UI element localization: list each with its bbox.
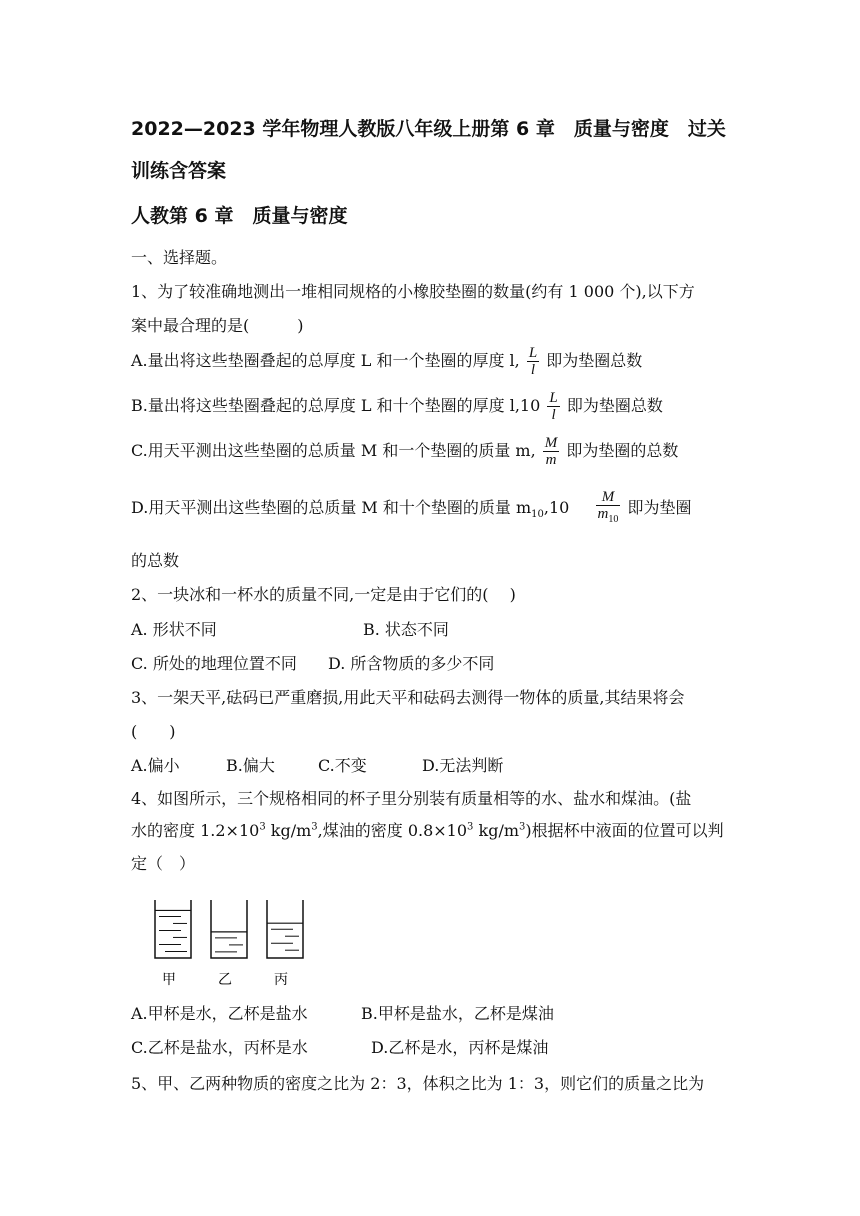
q4-stem-line1: 4、如图所示，三个规格相同的杯子里分别装有质量相等的水、盐水和煤油。(盐 (131, 789, 692, 808)
q3-option-b: B.偏大 (226, 756, 275, 775)
fraction-denominator-subscript: 10 (608, 514, 619, 525)
cups-figure (150, 898, 320, 990)
fraction-numerator: L (549, 390, 558, 406)
q4-option-c: C.乙杯是盐水，丙杯是水 (131, 1038, 308, 1057)
q1-option-d (131, 486, 692, 530)
q3-stem-line1: 3、一架天平,砝码已严重磨损,用此天平和砝码去测得一物体的质量,其结果将会 (131, 688, 685, 707)
cup-label: 乙 (218, 972, 232, 988)
q4-sup-4: 3 (519, 821, 526, 833)
cup-outline (155, 900, 191, 958)
q1-option-c-pre: C.用天平测出这些垫圈的总质量 M 和一个垫圈的质量 m, (131, 441, 536, 460)
q4-option-a: A.甲杯是水，乙杯是盐水 (131, 1004, 308, 1023)
q1-stem-line2: 案中最合理的是( ) (131, 316, 304, 335)
q4-stem-line3: 定（ ） (131, 854, 196, 873)
q1-option-d-mid: ,10 (543, 498, 570, 517)
fraction-denominator-text: m (597, 506, 609, 522)
fraction-denominator: l (530, 362, 536, 378)
q1-option-b (131, 386, 663, 426)
doc-title-line2: 训练含答案 (131, 160, 227, 182)
q1-option-a-pre: A.量出将这些垫圈叠起的总厚度 L 和一个垫圈的厚度 l, (131, 351, 520, 370)
q1-option-a-post: 即为垫圈总数 (546, 351, 643, 370)
cup-2 (211, 900, 247, 988)
q4-stem-line2 (131, 820, 724, 842)
q3-stem-line2: ( ) (131, 722, 176, 741)
q3-option-a: A.偏小 (131, 756, 180, 775)
q1-option-b-fraction (547, 390, 559, 423)
q1-option-d-line2: 的总数 (131, 551, 180, 570)
q4-option-d: D.乙杯是水，丙杯是煤油 (371, 1038, 549, 1057)
q4-sup-3: 3 (467, 821, 474, 833)
q3-option-d: D.无法判断 (422, 756, 504, 775)
cup-1 (155, 900, 191, 988)
q1-option-b-pre: B.量出将这些垫圈叠起的总厚度 L 和十个垫圈的厚度 l,10 (131, 396, 541, 415)
cup-label: 丙 (274, 972, 288, 988)
chapter-heading: 人教第 6 章 质量与密度 (131, 205, 348, 227)
cup-outline (211, 900, 247, 958)
q1-option-d-fraction (596, 489, 621, 528)
q4-sup-2: 3 (311, 821, 318, 833)
q1-option-d-post: 即为垫圈 (627, 498, 692, 517)
q4-stem-seg-a: 水的密度 1.2×10 (131, 821, 260, 840)
q2-option-c: C. 所处的地理位置不同 (131, 654, 297, 673)
q4-stem-seg-c: ,煤油的密度 0.8×10 (317, 821, 468, 840)
q4-stem-seg-b: kg/m (265, 821, 312, 840)
q3-option-c: C.不变 (318, 756, 367, 775)
q1-option-a-fraction (527, 345, 539, 378)
q1-option-a (131, 341, 642, 381)
q4-stem-seg-e: )根据杯中液面的位置可以判 (525, 821, 724, 840)
fraction-numerator: L (528, 345, 538, 361)
q1-option-d-pre: D.用天平测出这些垫圈的总质量 M 和十个垫圈的质量 m (131, 498, 532, 517)
q2-stem: 2、一块冰和一杯水的质量不同,一定是由于它们的( ) (131, 585, 516, 604)
q4-option-b: B.甲杯是盐水，乙杯是煤油 (361, 1004, 554, 1023)
fraction-numerator: M (596, 489, 621, 506)
fraction-numerator: M (544, 435, 558, 451)
doc-title-line1: 2022—2023 学年物理人教版八年级上册第 6 章 质量与密度 过关 (131, 118, 726, 140)
q1-option-d-subscript: 10 (531, 509, 544, 521)
q4-sup-1: 3 (259, 821, 266, 833)
q1-option-b-post: 即为垫圈总数 (566, 396, 663, 415)
q1-option-c-fraction (543, 435, 560, 468)
cup-3 (267, 900, 303, 988)
q2-option-d: D. 所含物质的多少不同 (328, 654, 495, 673)
q1-stem-line1: 1、为了较准确地测出一堆相同规格的小橡胶垫圈的数量(约有 1 000 个),以下方 (131, 282, 695, 301)
q4-stem-seg-d: kg/m (473, 821, 520, 840)
fraction-denominator: l (551, 407, 556, 423)
q1-option-c (131, 431, 678, 471)
q2-option-b: B. 状态不同 (363, 620, 449, 639)
section-heading: 一、选择题。 (131, 248, 228, 267)
fraction-denominator: m (545, 452, 557, 468)
q1-option-c-post: 即为垫圈的总数 (566, 441, 679, 460)
cup-label: 甲 (162, 972, 176, 988)
q5-stem-line1: 5、甲、乙两种物质的密度之比为 2：3，体积之比为 1：3，则它们的质量之比为 (131, 1074, 705, 1093)
fraction-denominator (596, 506, 621, 528)
q2-option-a: A. 形状不同 (131, 620, 217, 639)
